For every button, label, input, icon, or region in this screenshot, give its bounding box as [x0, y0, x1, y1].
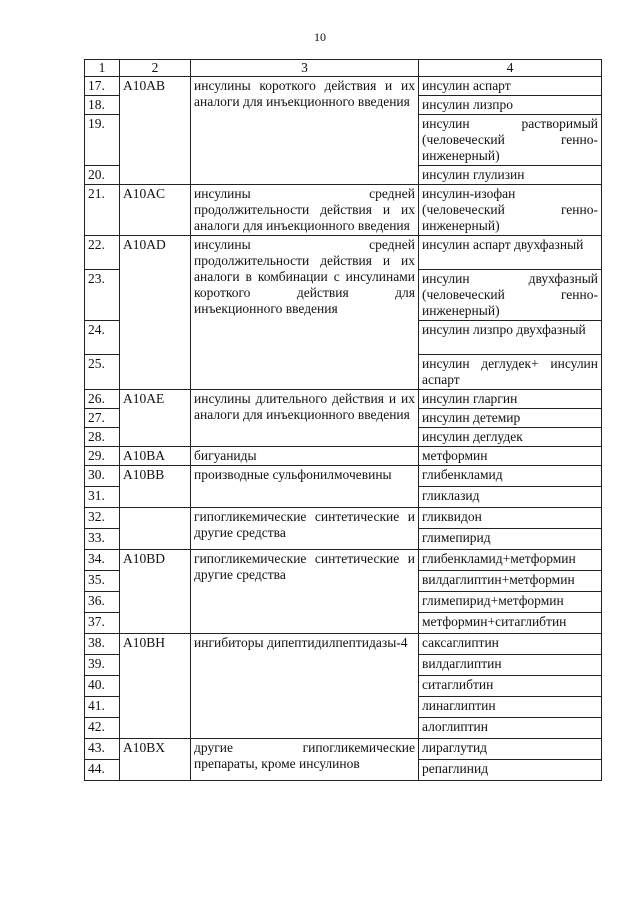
table-row [85, 236, 602, 270]
drug-name: инсулин глулизин [419, 166, 602, 185]
drug-group-name: инсулины короткого действия и их аналоги для инъекционного введения [191, 77, 419, 185]
row-number: 22. [85, 236, 120, 270]
row-number: 38. [85, 634, 120, 655]
drug-name: инсулин двухфазный (человеческий генно-инженерный) [419, 270, 602, 321]
drug-name: глимепирид+метформин [419, 592, 602, 613]
row-number: 27. [85, 409, 120, 428]
row-number: 43. [85, 739, 120, 760]
drug-name: инсулин лизпро двухфазный [419, 321, 602, 355]
drug-name: инсулин аспарт двухфазный [419, 236, 602, 270]
row-number: 28. [85, 428, 120, 447]
drug-name: ситаглибтин [419, 676, 602, 697]
row-number: 41. [85, 697, 120, 718]
row-number: 26. [85, 390, 120, 409]
atc-code: A10BB [120, 466, 191, 508]
row-number: 29. [85, 447, 120, 466]
table-row [85, 550, 602, 571]
drug-name: инсулин растворимый (человеческий генно-инженерный) [419, 115, 602, 166]
header-col-2: 2 [120, 60, 191, 77]
drug-group-name: бигуаниды [191, 447, 419, 466]
drug-name: репаглинид [419, 760, 602, 781]
drug-group-name: инсулины средней продолжительности действия и их аналоги для инъекционного введения [191, 185, 419, 236]
row-number: 20. [85, 166, 120, 185]
drug-name: гликлазид [419, 487, 602, 508]
table-row [85, 466, 602, 487]
drug-group-name: инсулины средней продолжительности действия и их аналоги в комбинации с инсулинами короткого действия для инъекционного введения [191, 236, 419, 390]
row-number: 35. [85, 571, 120, 592]
header-col-4: 4 [419, 60, 602, 77]
drug-group-name: ингибиторы дипептидилпептидазы-4 [191, 634, 419, 739]
drug-name: глибенкламид+метформин [419, 550, 602, 571]
drug-name: инсулин лизпро [419, 96, 602, 115]
atc-code: A10AD [120, 236, 191, 390]
drug-name: глимепирид [419, 529, 602, 550]
row-number: 19. [85, 115, 120, 166]
drug-name: гликвидон [419, 508, 602, 529]
drug-name: линаглиптин [419, 697, 602, 718]
drug-group-name: гипогликемические синтетические и другие средства [191, 508, 419, 550]
drug-group-name: гипогликемические синтетические и другие средства [191, 550, 419, 634]
header-col-3: 3 [191, 60, 419, 77]
drug-name: вилдаглиптин [419, 655, 602, 676]
table-row [85, 77, 602, 96]
drug-name: инсулин-изофан (человеческий генно-инженерный) [419, 185, 602, 236]
header-col-1: 1 [85, 60, 120, 77]
row-number: 33. [85, 529, 120, 550]
table-row [85, 739, 602, 760]
drug-name: инсулин аспарт [419, 77, 602, 96]
row-number: 18. [85, 96, 120, 115]
page-number: 10 [314, 30, 326, 44]
drug-name: саксаглиптин [419, 634, 602, 655]
row-number: 31. [85, 487, 120, 508]
table-row [85, 508, 602, 529]
atc-code: A10BH [120, 634, 191, 739]
atc-code: A10BA [120, 447, 191, 466]
atc-code: A10AB [120, 77, 191, 185]
drug-name: вилдаглиптин+метформин [419, 571, 602, 592]
table-header [85, 60, 602, 77]
table-body [85, 77, 602, 781]
drug-group-name: другие гипогликемические препараты, кроме инсулинов [191, 739, 419, 781]
atc-code [120, 508, 191, 550]
table-row [85, 447, 602, 466]
drug-name: лираглутид [419, 739, 602, 760]
row-number: 34. [85, 550, 120, 571]
row-number: 37. [85, 613, 120, 634]
drug-group-name: инсулины длительного действия и их аналоги для инъекционного введения [191, 390, 419, 447]
atc-code: A10AC [120, 185, 191, 236]
table-row [85, 634, 602, 655]
atc-code: A10BD [120, 550, 191, 634]
table-row [85, 390, 602, 409]
drug-name: метформин [419, 447, 602, 466]
row-number: 36. [85, 592, 120, 613]
table-row [85, 185, 602, 236]
row-number: 17. [85, 77, 120, 96]
atc-code: A10BX [120, 739, 191, 781]
row-number: 23. [85, 270, 120, 321]
drug-name: инсулин гларгин [419, 390, 602, 409]
drug-name: алоглиптин [419, 718, 602, 739]
drug-name: метформин+ситаглибтин [419, 613, 602, 634]
row-number: 40. [85, 676, 120, 697]
drug-group-name: производные сульфонилмочевины [191, 466, 419, 508]
row-number: 39. [85, 655, 120, 676]
row-number: 21. [85, 185, 120, 236]
drug-name: глибенкламид [419, 466, 602, 487]
row-number: 30. [85, 466, 120, 487]
drug-name: инсулин детемир [419, 409, 602, 428]
atc-code: A10AE [120, 390, 191, 447]
drug-table [84, 59, 602, 781]
row-number: 44. [85, 760, 120, 781]
row-number: 24. [85, 321, 120, 355]
drug-name: инсулин деглудек+ инсулин аспарт [419, 355, 602, 390]
drug-name: инсулин деглудек [419, 428, 602, 447]
row-number: 32. [85, 508, 120, 529]
row-number: 25. [85, 355, 120, 390]
row-number: 42. [85, 718, 120, 739]
